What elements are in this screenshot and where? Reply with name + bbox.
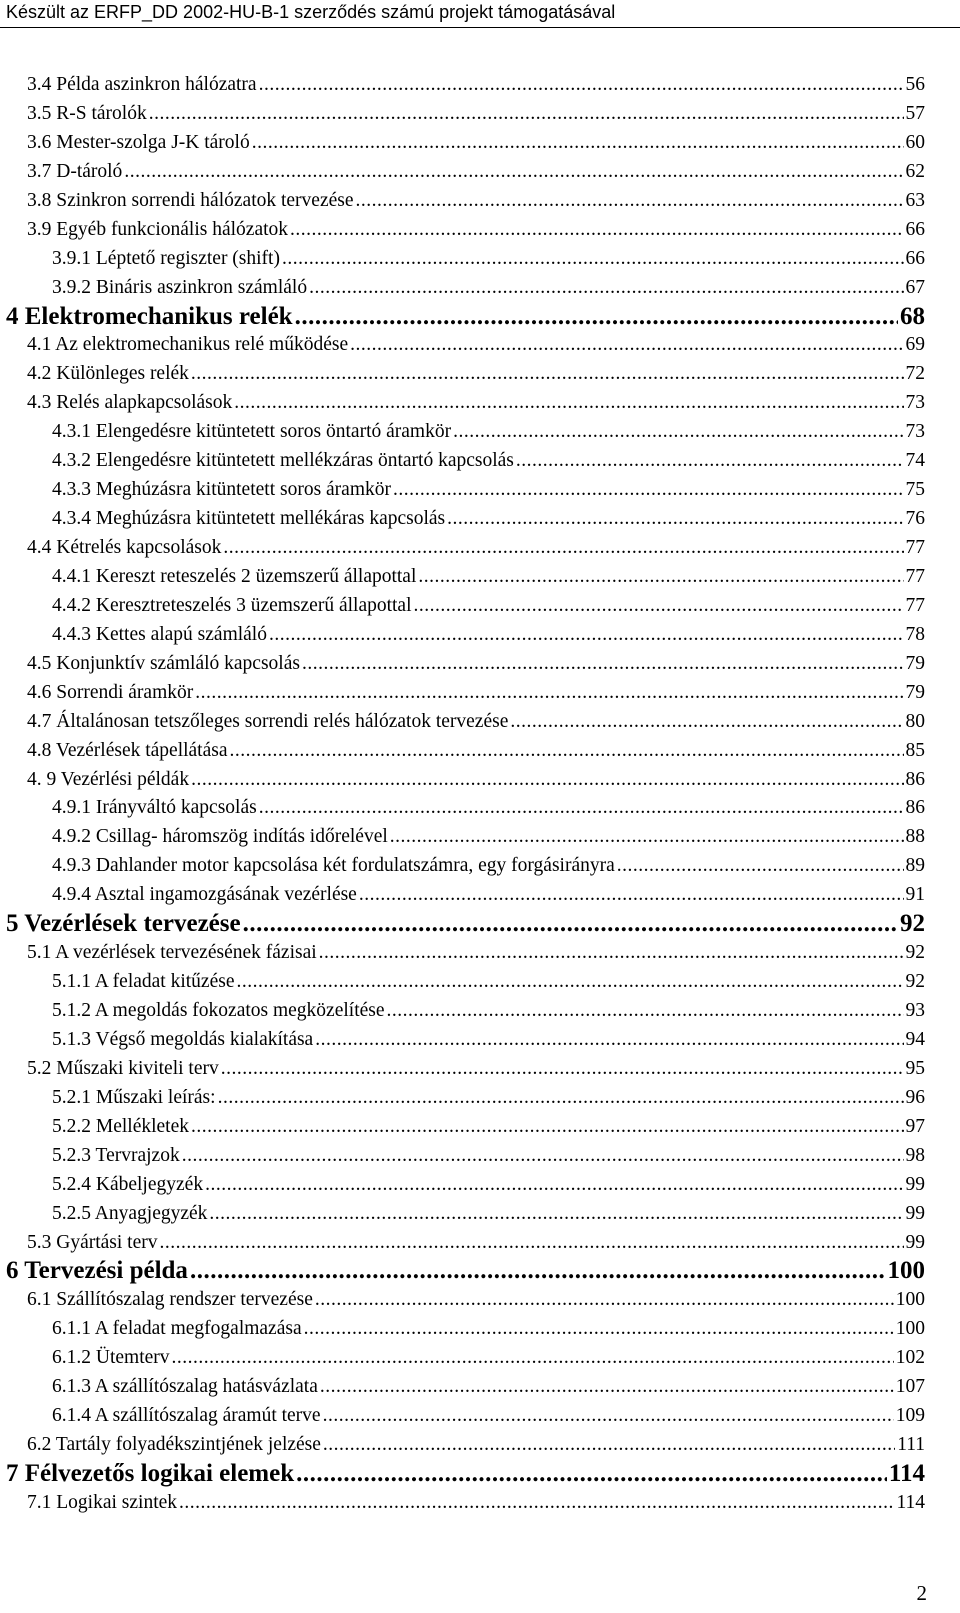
toc-entry-title: 4.3 Relés alapkapcsolások (27, 392, 233, 414)
dot-leader (223, 534, 903, 562)
toc-entry[interactable] (0, 1026, 925, 1055)
toc-entry-page: 80 (905, 710, 925, 732)
toc-entry[interactable] (0, 766, 925, 795)
toc-entry-title: 5.2.2 Mellékletek (52, 1115, 190, 1137)
toc-entry[interactable] (0, 71, 925, 100)
toc-entry-title: 4.3.4 Meghúzásra kitüntetett mellékáras kapcsolás (52, 508, 446, 530)
toc-entry-title: 5 Vezérlések tervezése (6, 910, 241, 938)
dot-leader (390, 823, 904, 851)
toc-entry[interactable] (0, 505, 925, 534)
toc-entry-title: 4.5 Konjunktív számláló kapcsolás (27, 652, 300, 674)
toc-entry-page: 111 (897, 1434, 925, 1456)
toc-entry-title: 5.1.1 A feladat kitűzése (52, 971, 235, 993)
toc-entry[interactable] (0, 1431, 925, 1460)
toc-entry[interactable] (0, 1171, 925, 1200)
toc-entry[interactable] (0, 1315, 925, 1344)
dot-leader (124, 158, 903, 186)
page-header: Készült az ERFP_DD 2002-HU-B-1 szerződés számú projekt támogatásával (6, 2, 616, 22)
toc-entry[interactable] (0, 1373, 925, 1402)
toc-entry-page: 73 (905, 392, 925, 414)
toc-entry-page: 99 (905, 1231, 925, 1253)
dot-leader (179, 1489, 894, 1517)
dot-leader (510, 708, 903, 736)
toc-entry-page: 107 (895, 1376, 925, 1398)
toc-entry-page: 100 (887, 1257, 925, 1285)
toc-entry-title: 3.5 R-S tárolók (27, 102, 147, 124)
toc-entry[interactable] (0, 534, 925, 563)
toc-entry[interactable] (0, 1055, 925, 1084)
toc-entry[interactable] (0, 418, 925, 447)
toc-entry-title: 4. 9 Vezérlési példák (27, 768, 190, 790)
page-number: 2 (916, 1581, 927, 1605)
toc-entry-title: 6.1.4 A szállítószalag áramút terve (52, 1405, 321, 1427)
dot-leader (191, 360, 904, 388)
toc-entry[interactable] (0, 968, 925, 997)
dot-leader (350, 331, 903, 359)
toc-entry[interactable] (0, 1142, 925, 1171)
dot-leader (315, 1026, 903, 1054)
toc-entry-page: 69 (905, 334, 925, 356)
dot-leader (418, 563, 903, 591)
toc-entry-title: 5.1.2 A megoldás fokozatos megközelítése (52, 1000, 385, 1021)
dot-leader (237, 968, 904, 996)
dot-leader (453, 418, 903, 446)
toc-entry[interactable] (0, 476, 925, 505)
toc-entry-title: 4.4.2 Keresztreteszelés 3 üzemszerű állapottal (52, 594, 412, 616)
toc-entry-title: 4.9.4 Asztal ingamozgásának vezérlése (52, 884, 357, 906)
toc-entry-title: 6.1 Szállítószalag rendszer tervezése (27, 1289, 313, 1311)
dot-leader (230, 737, 904, 765)
dot-leader (218, 1084, 904, 1112)
dot-leader (387, 997, 904, 1025)
toc-entry-title: 3.9.1 Léptető regiszter (shift) (52, 247, 280, 269)
toc-entry-title: 7.1 Logikai szintek (27, 1491, 178, 1513)
toc-entry-title: 3.6 Mester-szolga J-K tároló (27, 131, 250, 153)
toc-entry[interactable] (0, 997, 925, 1026)
toc-entry[interactable] (0, 592, 925, 621)
toc-entry-title: 4.3.2 Elengedésre kitüntetett mellékzáras öntartó kapcsolás (52, 450, 514, 472)
toc-entry-title: 3.9 Egyéb funkcionális hálózatok (27, 218, 289, 240)
toc-entry-page: 57 (905, 102, 925, 124)
toc-entry-title: 4.3.3 Meghúzásra kitüntetett soros áramkör (52, 479, 391, 501)
dot-leader (190, 1257, 886, 1285)
toc-entry-page: 102 (895, 1347, 925, 1369)
toc-entry-title: 6.1.1 A feladat megfogalmazása (52, 1318, 302, 1340)
toc-entry-page: 77 (905, 594, 925, 616)
toc-entry[interactable] (0, 794, 925, 823)
dot-leader (209, 1200, 903, 1228)
dot-leader (234, 389, 903, 417)
toc-entry-page: 68 (900, 302, 925, 330)
toc-entry[interactable] (0, 1460, 925, 1489)
toc-entry[interactable] (0, 447, 925, 476)
dot-leader (182, 1142, 904, 1170)
toc-entry[interactable] (0, 1489, 925, 1518)
toc-entry-title: 4.4.3 Kettes alapú számláló (52, 623, 267, 645)
toc-entry-page: 97 (905, 1115, 925, 1137)
toc-entry-page: 66 (905, 247, 925, 269)
toc-entry-page: 99 (905, 1173, 925, 1195)
toc-entry-title: 4.2 Különleges relék (27, 363, 189, 385)
toc-entry-page: 85 (905, 739, 925, 761)
toc-entry-title: 5.2.1 Műszaki leírás: (52, 1086, 216, 1108)
dot-leader (282, 245, 904, 273)
dot-leader (302, 650, 904, 678)
toc-entry[interactable] (0, 129, 925, 158)
toc-entry[interactable] (0, 852, 925, 881)
toc-entry-page: 66 (905, 218, 925, 240)
toc-entry-page: 79 (905, 681, 925, 703)
toc-entry-page: 91 (905, 884, 925, 906)
dot-leader (393, 476, 904, 504)
toc-entry[interactable] (0, 650, 925, 679)
toc-entry[interactable] (0, 331, 925, 360)
toc-entry-page: 63 (905, 189, 925, 211)
toc-entry-title: 4.9.1 Irányváltó kapcsolás (52, 797, 257, 819)
toc-entry-page: 94 (905, 1028, 925, 1050)
toc-entry-page: 95 (905, 1057, 925, 1079)
toc-entry-title: 5.2.4 Kábeljegyzék (52, 1173, 204, 1195)
toc-entry-page: 62 (905, 160, 925, 182)
toc-entry[interactable] (0, 1257, 925, 1286)
toc-entry[interactable] (0, 1113, 925, 1142)
dot-leader (191, 766, 903, 794)
toc-entry-page: 92 (900, 910, 925, 938)
toc-entry[interactable] (0, 621, 925, 650)
dot-leader (315, 1286, 894, 1314)
dot-leader (149, 100, 904, 128)
toc-entry-title: 5.2.5 Anyagjegyzék (52, 1202, 208, 1224)
toc-entry-title: 4 Elektromechanikus relék (6, 302, 293, 330)
toc-entry-title: 3.8 Szinkron sorrendi hálózatok tervezése (27, 189, 354, 211)
toc-entry[interactable] (0, 245, 925, 274)
toc-entry[interactable] (0, 1084, 925, 1113)
toc-entry-title: 3.9.2 Bináris aszinkron számláló (52, 276, 308, 298)
toc-entry-page: 79 (905, 652, 925, 674)
toc-entry[interactable] (0, 1402, 925, 1431)
toc-entry[interactable] (0, 881, 925, 910)
dot-leader (295, 303, 898, 331)
dot-leader (205, 1171, 903, 1199)
toc-entry-title: 4.9.3 Dahlander motor kapcsolása két fordulatszámra, egy forgásirányra (52, 855, 615, 877)
toc-entry[interactable] (0, 100, 925, 129)
toc-entry-title: 5.1 A vezérlések tervezésének fázisai (27, 942, 317, 964)
dot-leader (319, 939, 904, 967)
toc-entry-page: 114 (896, 1491, 925, 1513)
dot-leader (195, 679, 903, 707)
toc-entry-page: 99 (905, 1202, 925, 1224)
toc-entry-title: 4.7 Általánosan tetszőleges sorrendi relés hálózatok tervezése (27, 710, 509, 732)
toc-entry[interactable] (0, 563, 925, 592)
toc-entry-page: 89 (905, 855, 925, 877)
toc-entry-title: 4.1 Az elektromechanikus relé működése (27, 334, 349, 356)
toc-entry-title: 4.9.2 Csillag- háromszög indítás időrelével (52, 826, 388, 848)
toc-entry-page: 86 (905, 768, 925, 790)
toc-entry-page: 77 (905, 565, 925, 587)
toc-entry-page: 88 (905, 826, 925, 848)
toc-entry-title: 6.2 Tartály folyadékszintjének jelzése (27, 1434, 321, 1456)
toc-entry[interactable] (0, 303, 925, 332)
toc-entry-page: 100 (895, 1318, 925, 1340)
dot-leader (252, 129, 904, 157)
toc-entry-title: 7 Félvezetős logikai elemek (6, 1460, 295, 1487)
toc-entry-page: 77 (905, 537, 925, 558)
table-of-contents (0, 71, 960, 1518)
dot-leader (243, 910, 898, 938)
toc-entry-page: 93 (905, 1000, 925, 1021)
toc-entry-page: 67 (905, 276, 925, 298)
toc-entry[interactable] (0, 274, 925, 303)
toc-entry-title: 6.1.2 Ütemterv (52, 1347, 170, 1369)
toc-entry-page: 114 (888, 1460, 925, 1487)
dot-leader (323, 1402, 894, 1430)
toc-entry[interactable] (0, 708, 925, 737)
dot-leader (290, 216, 903, 244)
toc-entry[interactable] (0, 187, 925, 216)
toc-entry[interactable] (0, 737, 925, 766)
dot-leader (296, 1460, 887, 1488)
toc-entry[interactable] (0, 158, 925, 187)
toc-entry-title: 5.2 Műszaki kiviteli terv (27, 1057, 219, 1079)
toc-entry[interactable] (0, 1200, 925, 1229)
dot-leader (269, 621, 904, 649)
toc-entry-page: 74 (905, 450, 925, 472)
dot-leader (304, 1315, 894, 1343)
header-rule (0, 27, 960, 28)
toc-entry-page: 60 (905, 131, 925, 153)
toc-entry[interactable] (0, 1229, 925, 1258)
toc-entry-page: 86 (905, 797, 925, 819)
dot-leader (320, 1373, 894, 1401)
toc-entry-page: 78 (905, 623, 925, 645)
dot-leader (617, 852, 904, 880)
toc-entry-page: 56 (905, 74, 925, 95)
dot-leader (191, 1113, 903, 1141)
toc-entry[interactable] (0, 1286, 925, 1315)
toc-entry-title: 4.6 Sorrendi áramkör (27, 681, 194, 703)
toc-entry-title: 3.7 D-tároló (27, 160, 123, 182)
toc-entry-title: 4.8 Vezérlések tápellátása (27, 739, 228, 761)
toc-entry-title: 6.1.3 A szállítószalag hatásvázlata (52, 1376, 318, 1398)
toc-entry-title: 5.2.3 Tervrajzok (52, 1144, 180, 1166)
toc-entry-title: 4.4.1 Kereszt reteszelés 2 üzemszerű állapottal (52, 565, 417, 587)
dot-leader (447, 505, 903, 533)
dot-leader (172, 1344, 894, 1372)
toc-entry[interactable] (0, 679, 925, 708)
dot-leader (414, 592, 904, 620)
dot-leader (516, 447, 904, 475)
toc-entry[interactable] (0, 360, 925, 389)
toc-entry-title: 3.4 Példa aszinkron hálózatra (27, 74, 257, 95)
toc-entry-page: 75 (905, 479, 925, 501)
dot-leader (221, 1055, 904, 1083)
toc-entry-title: 4.3.1 Elengedésre kitüntetett soros öntartó áramkör (52, 421, 452, 443)
toc-entry-page: 96 (905, 1086, 925, 1108)
toc-entry[interactable] (0, 216, 925, 245)
dot-leader (259, 794, 904, 822)
toc-entry-page: 72 (905, 363, 925, 385)
toc-entry-page: 73 (905, 421, 925, 443)
toc-entry-title: 6 Tervezési példa (6, 1257, 188, 1285)
toc-entry[interactable] (0, 389, 925, 418)
toc-entry[interactable] (0, 823, 925, 852)
toc-entry-page: 100 (895, 1289, 925, 1311)
toc-entry-page: 92 (905, 971, 925, 993)
toc-entry-title: 5.1.3 Végső megoldás kialakítása (52, 1028, 314, 1050)
toc-entry-page: 98 (905, 1144, 925, 1166)
toc-entry-page: 92 (905, 942, 925, 964)
toc-entry-page: 109 (895, 1405, 925, 1427)
dot-leader (259, 71, 904, 99)
dot-leader (356, 187, 904, 215)
toc-entry[interactable] (0, 939, 925, 968)
dot-leader (160, 1229, 904, 1257)
dot-leader (359, 881, 904, 909)
toc-entry-title: 4.4 Kétrelés kapcsolások (27, 537, 222, 558)
toc-entry[interactable] (0, 1344, 925, 1373)
dot-leader (323, 1431, 895, 1459)
toc-entry[interactable] (0, 910, 925, 939)
toc-entry-page: 76 (905, 508, 925, 530)
toc-entry-title: 5.3 Gyártási terv (27, 1231, 158, 1253)
dot-leader (309, 274, 903, 302)
